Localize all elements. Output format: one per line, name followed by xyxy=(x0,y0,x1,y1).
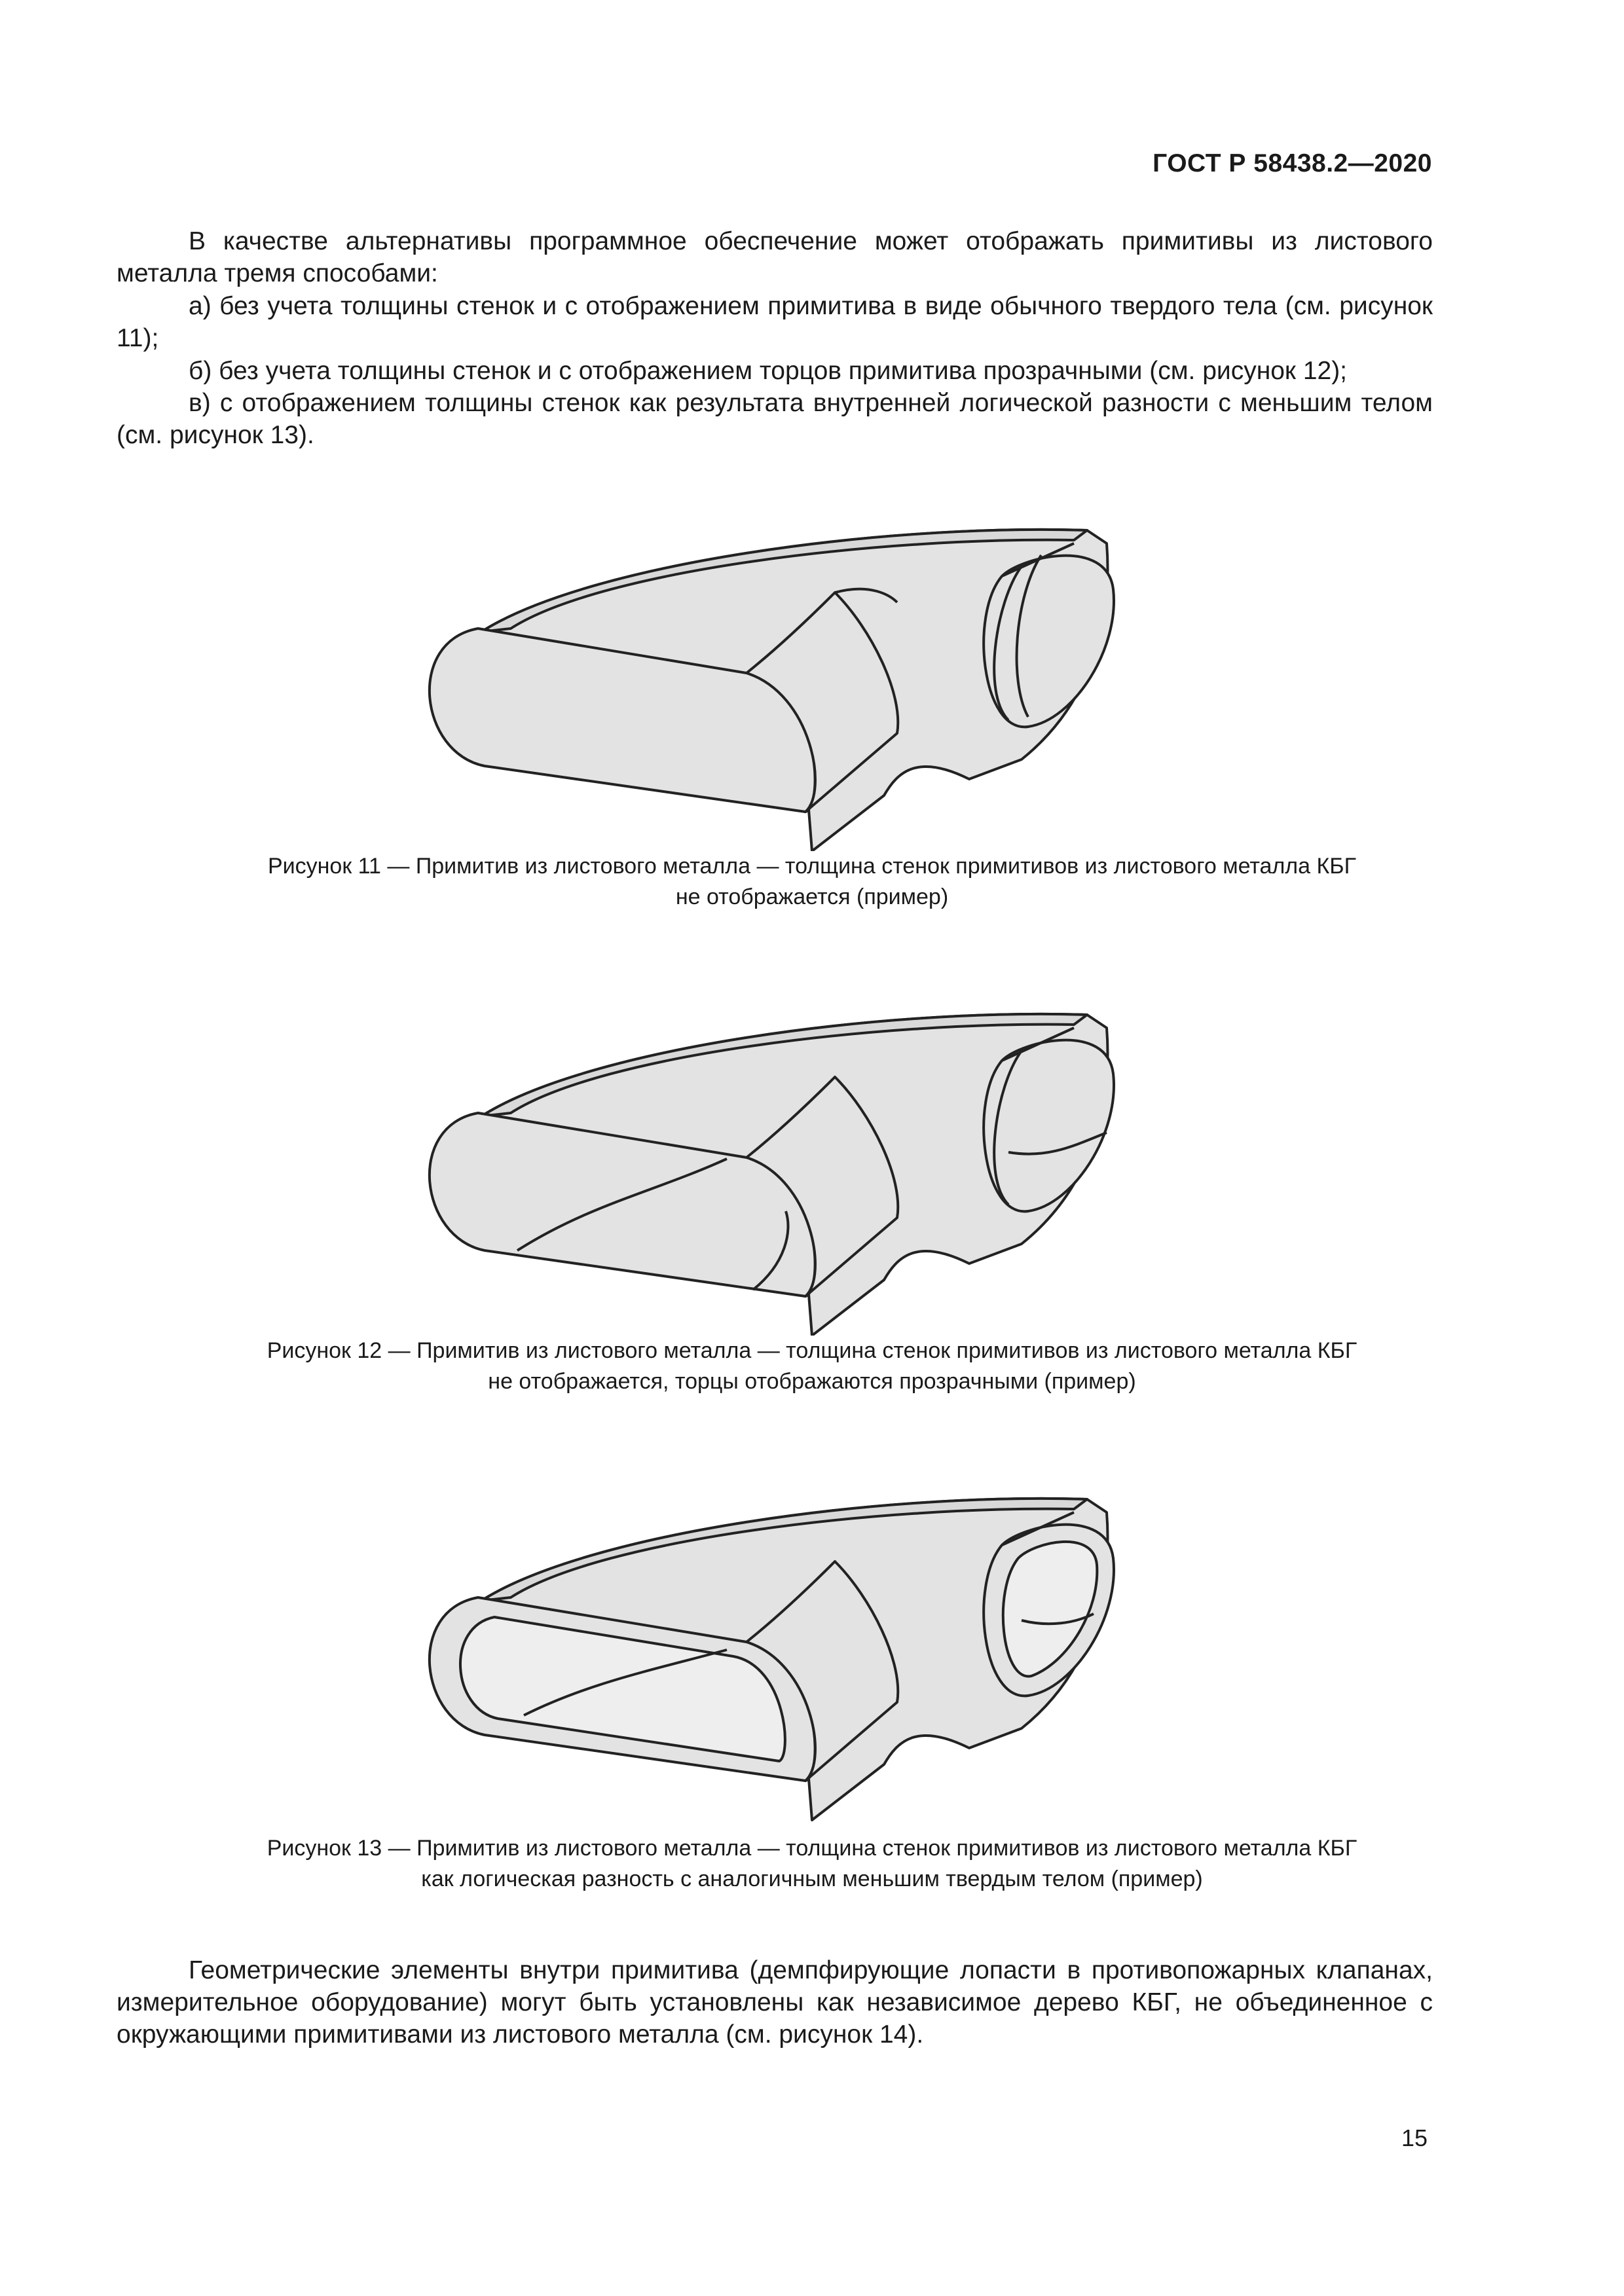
page-number: 15 xyxy=(1401,2124,1428,2151)
intro-item-b: б) без учета толщины стенок и с отображением торцов примитива прозрачными (см. рисунок 12); xyxy=(189,357,1348,385)
figure-12 xyxy=(0,982,1624,1394)
figure-13-drawing xyxy=(0,1467,1624,1833)
figure-12-drawing xyxy=(0,982,1624,1336)
caption-line: как логическая разность с аналогичным меньшим твердым телом (пример) xyxy=(421,1867,1203,1891)
figure-13-caption xyxy=(0,1833,1624,1895)
document-code: ГОСТ Р 58438.2—2020 xyxy=(1153,149,1432,177)
closing-paragraph: Геометрические элементы внутри примитива (демпфирующие лопасти в противопожарных клапанах, измерительное оборудование) могут быть установлены как независимое дерево КБГ, не объединенное с окружающими примитивами из листового металла (см. рисунок 14). xyxy=(117,1956,1433,2049)
figure-12-caption xyxy=(0,1336,1624,1397)
caption-line: Рисунок 11 — Примитив из листового металла — толщина стенок примитивов из листового металла КБГ xyxy=(267,854,1357,879)
figure-11-drawing xyxy=(0,498,1624,851)
caption-line: не отображается, торцы отображаются прозрачными (пример) xyxy=(488,1369,1136,1394)
intro-item-a: а) без учета толщины стенок и с отображением примитива в виде обычного твердого тела (см. рисунок 11); xyxy=(117,292,1433,352)
figure-11-caption xyxy=(0,851,1624,913)
intro-item-c: в) с отображением толщины стенок как результата внутренней логической разности с меньшим телом (см. рисунок 13). xyxy=(117,389,1433,449)
caption-line: Рисунок 12 — Примитив из листового металла — толщина стенок примитивов из листового металла КБГ xyxy=(267,1338,1357,1363)
intro-paragraph: В качестве альтернативы программное обеспечение может отображать примитивы из листового металла тремя способами: xyxy=(117,227,1433,287)
caption-line: не отображается (пример) xyxy=(675,884,949,909)
figure-11 xyxy=(0,498,1624,909)
caption-line: Рисунок 13 — Примитив из листового металла — толщина стенок примитивов из листового металла КБГ xyxy=(267,1836,1357,1861)
figure-13 xyxy=(0,1467,1624,1891)
